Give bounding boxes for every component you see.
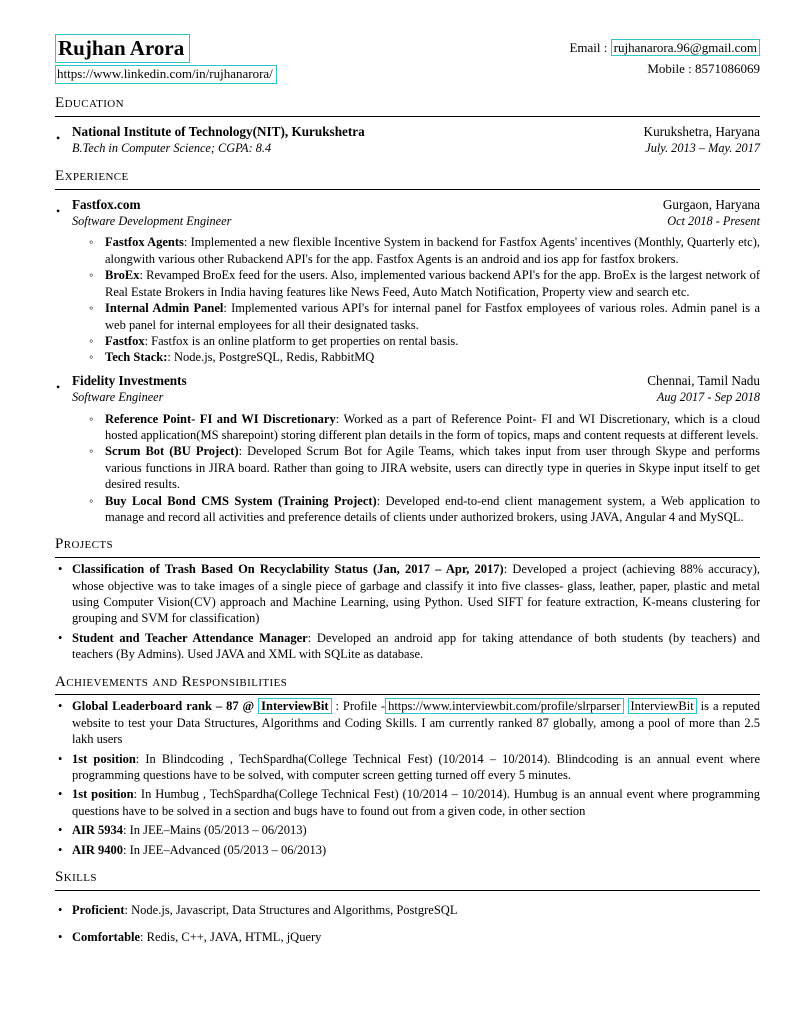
entry-date: Aug 2017 - Sep 2018	[656, 389, 760, 404]
section-heading: Skills	[55, 870, 760, 891]
entry-date: July. 2013 – May. 2017	[645, 140, 760, 155]
text-segment: Global Leaderboard rank – 87 @	[72, 699, 259, 714]
text-segment: : Implemented various API's for internal panel for Fastfox employees of various roles. Admin panel is a web panel for internal employees for all their designated tasks.	[105, 301, 760, 332]
entry-bullet	[72, 333, 760, 349]
bullet-icon: •	[58, 562, 63, 577]
bullet-icon: •	[58, 930, 63, 945]
entry-bullet	[72, 411, 760, 444]
resume-entry	[55, 196, 760, 366]
name-link-box[interactable]	[55, 34, 190, 63]
list-item	[55, 561, 760, 627]
text-segment: Scrum Bot (BU Project)	[105, 444, 239, 459]
section-heading: Experience	[55, 169, 760, 190]
text-segment: : Worked as a part of Reference Point- FI and WI Discretionary, which is a cloud hosted application(MS sharepoint) storing different plan details in the form of topics, maps and content requests at different levels.	[105, 411, 760, 442]
bullet-icon: •	[58, 751, 63, 766]
section-heading: Achievements and Responsibilities	[55, 675, 760, 696]
text-segment: : In JEE–Mains (05/2013 – 06/2013)	[123, 823, 307, 838]
text-segment: AIR 9400	[72, 842, 124, 857]
text-segment: : Developed end-to-end client management system, a Web application to manage and record all activities and preference details of clients under authorized brokers, using JAVA, Angular 4 and MySQL.	[105, 493, 760, 524]
text-segment	[624, 699, 628, 713]
bullet-icon: •	[56, 131, 61, 146]
text-segment: is a reputed website to test your Data Structures, Algorithms and Coding Skills. I am currently ranked 87 globally, among a pool of more than 2.5 lakh users	[72, 699, 760, 747]
list-item	[55, 630, 760, 663]
section-education	[55, 96, 760, 157]
circle-bullet-icon: ◦	[89, 235, 94, 250]
entry-subheader-row	[72, 141, 760, 157]
list-item	[55, 698, 760, 747]
mobile-line	[569, 59, 760, 80]
resume-header	[55, 34, 760, 84]
entry-bullets	[72, 234, 760, 365]
circle-bullet-icon: ◦	[89, 493, 94, 508]
entry-role: B.Tech in Computer Science; CGPA: 8.4	[72, 140, 272, 155]
text-segment: : Developed a project (achieving 88% accuracy), whose objective was to take images of a single piece of garbage and classify it into five classes- glass, leather, paper, plastic and metal using Computer Vision(CV) approach and Machine Learning, using Python. Used SIFT for feature extraction, K-means clustering for grouping and SVM for classification)	[72, 562, 760, 626]
header-contact	[569, 34, 760, 80]
bullet-icon: •	[56, 203, 61, 218]
entry-header-row	[72, 196, 760, 214]
entry-bullet	[72, 300, 760, 333]
entry-bullets	[72, 411, 760, 526]
text-segment: : Node.js, Javascript, Data Structures and Algorithms, PostgreSQL	[124, 902, 458, 917]
entry-role: Software Engineer	[72, 389, 164, 404]
entry-title: National Institute of Technology(NIT), Kurukshetra	[72, 124, 365, 140]
circle-bullet-icon: ◦	[89, 444, 94, 459]
circle-bullet-icon: ◦	[89, 301, 94, 316]
text-segment: Buy Local Bond CMS System (Training Project)	[105, 493, 377, 508]
text-segment: Proficient	[72, 902, 125, 917]
section-heading: Education	[55, 96, 760, 117]
link-box[interactable]: https://www.interviewbit.com/profile/slrparser	[385, 698, 623, 714]
bullet-icon: •	[58, 630, 63, 645]
text-segment: 1st position	[72, 787, 134, 802]
resume-entry	[55, 372, 760, 526]
entry-date: Oct 2018 - Present	[667, 213, 760, 228]
text-segment: Classification of Trash Based On Recyclability Status (Jan, 2017 – Apr, 2017)	[72, 562, 504, 577]
text-segment: 1st position	[72, 751, 136, 766]
text-segment: : In Blindcoding , TechSpardha(College Technical Fest) (10/2014 – 10/2014). Blindcoding is an annual event where programming questions have to be solved, with computer screen getting turned off every 5 minutes.	[72, 751, 760, 782]
email-link[interactable]: rujhanarora.96@gmail.com	[611, 39, 760, 56]
text-segment: : Developed Scrum Bot for Agile Teams, which takes input from user through Skype and performs various functions in JIRA board. Rather than going to JIRA website, users can directly type in queries in Skype input itself to get desired results.	[105, 444, 760, 492]
circle-bullet-icon: ◦	[89, 411, 94, 426]
email-line	[569, 38, 760, 59]
section-projects	[55, 537, 760, 662]
text-segment: : Developed an android app for taking attendance of both students (by teachers) and teachers (By Admins). Used JAVA and XML with SQLite as database.	[72, 630, 760, 662]
entry-location: Kurukshetra, Haryana	[643, 124, 760, 140]
text-segment: Student and Teacher Attendance Manager	[72, 630, 308, 645]
entry-bullet	[72, 234, 760, 267]
text-segment: AIR 5934	[72, 823, 124, 838]
entry-bullet	[72, 349, 760, 365]
circle-bullet-icon: ◦	[89, 333, 94, 348]
entry-location: Gurgaon, Haryana	[662, 196, 760, 212]
link-box[interactable]: InterviewBit	[258, 698, 331, 714]
entry-title: Fidelity Investments	[72, 372, 187, 388]
section-experience	[55, 169, 760, 525]
text-segment: : Implemented a new flexible Incentive System in backend for Fastfox Agents' incentives (Monthly, Quarterly etc), alongwith various other Rubackend API's for the app. Fastfox Agents is an android and ios app for fastfox brokers.	[105, 235, 760, 266]
text-segment: : In Humbug , TechSpardha(College Technical Fest) (10/2014 – 10/2014). Humbug is an annual event where programming questions have to be solved in a section and bugs have to found out from a given code, in other section	[72, 787, 760, 818]
entry-location: Chennai, Tamil Nadu	[647, 372, 760, 388]
text-segment: Fastfox Agents	[105, 235, 184, 250]
text-segment: : Profile -	[331, 699, 386, 714]
text-segment: : Node.js, PostgreSQL, Redis, RabbitMQ	[167, 350, 375, 365]
sections	[55, 96, 760, 945]
bullet-icon: •	[58, 699, 63, 714]
bullet-icon: •	[58, 842, 63, 857]
list-item	[55, 929, 760, 945]
text-segment: : Revamped BroEx feed for the users. Also, implemented various backend API's for the app. BroEx is the largest network of Real Estate Brokers in India having features like News Feed, Auto Match Notification, Property view and search etc.	[105, 268, 760, 299]
section-heading: Projects	[55, 537, 760, 558]
entry-header-row	[72, 123, 760, 141]
entry-subheader-row	[72, 390, 760, 406]
circle-bullet-icon: ◦	[89, 268, 94, 283]
text-segment: BroEx	[105, 268, 140, 283]
text-segment: : Redis, C++, JAVA, HTML, jQuery	[140, 930, 322, 945]
bullet-icon: •	[58, 823, 63, 838]
linkedin-link[interactable]: https://www.linkedin.com/in/rujhanarora/	[55, 65, 277, 84]
list-item	[55, 751, 760, 784]
entry-title: Fastfox.com	[72, 196, 141, 212]
header-identity	[55, 34, 277, 84]
text-segment: Fastfox	[105, 333, 145, 348]
text-segment: Reference Point- FI and WI Discretionary	[105, 411, 336, 426]
text-segment: Comfortable	[72, 930, 141, 945]
email-label: Email :	[569, 40, 611, 55]
text-segment: : In JEE–Advanced (05/2013 – 06/2013)	[123, 842, 327, 857]
section-achievements	[55, 675, 760, 858]
person-name: Rujhan Arora	[58, 36, 185, 60]
text-segment: : Fastfox is an online platform to get properties on rental basis.	[144, 333, 459, 348]
bullet-icon: •	[56, 379, 61, 394]
link-box[interactable]: InterviewBit	[628, 698, 697, 714]
mobile-number: 8571086069	[695, 60, 760, 76]
text-segment: Tech Stack:	[105, 350, 168, 365]
list-item	[55, 842, 760, 858]
mobile-label: Mobile :	[647, 60, 695, 76]
bullet-icon: •	[58, 787, 63, 802]
section-skills	[55, 870, 760, 946]
text-segment: Internal Admin Panel	[105, 301, 224, 316]
entry-bullet	[72, 267, 760, 300]
circle-bullet-icon: ◦	[89, 350, 94, 365]
list-item	[55, 786, 760, 819]
entry-bullet	[72, 493, 760, 526]
resume-entry	[55, 123, 760, 157]
entry-bullet	[72, 443, 760, 492]
entry-role: Software Development Engineer	[72, 213, 232, 228]
list-item	[55, 902, 760, 918]
bullet-icon: •	[58, 902, 63, 917]
entry-subheader-row	[72, 214, 760, 230]
entry-header-row	[72, 372, 760, 390]
list-item	[55, 822, 760, 838]
